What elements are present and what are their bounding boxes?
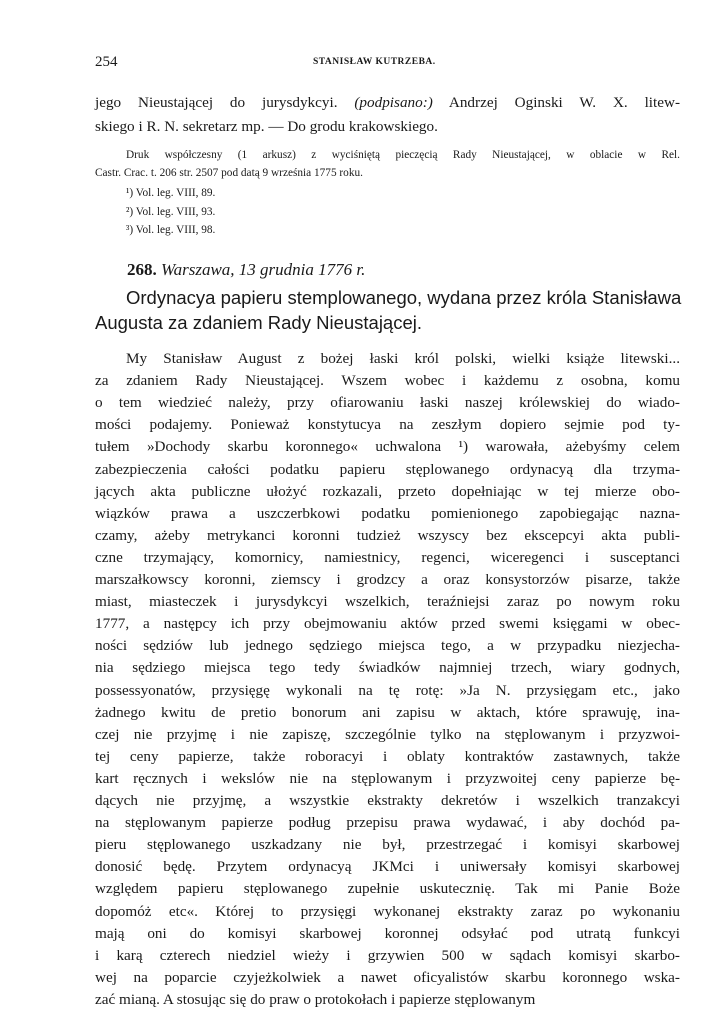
document-heading	[127, 260, 365, 280]
body-line: marszałkowscy koronni, ziemscy i grodzcy a oraz konsystorzów pisarze, także	[95, 571, 680, 588]
body-line: wej na poparcie czyjeżkolwiek a nawet oficyalistów skarbu koronnego wska-	[95, 968, 680, 986]
body-line: mają oni do komisyi skarbowej koronnej odsyłać pod utratą funkcyi	[95, 924, 680, 942]
text-span: jego Nieustającej do jurysdykcyi.	[95, 94, 355, 111]
document-number: 268.	[127, 260, 157, 279]
body-line: dących nie przyjmę, a wszystkie ekstrakty dekretów i wszelkich tranzakcyi	[95, 792, 680, 809]
document-title-line: Ordynacya papieru stemplowanego, wydana przez króla Stanisława	[126, 287, 682, 308]
body-line: My Stanisław August z bożej łaski król polski, wielki książe litewski...	[126, 350, 680, 367]
body-line: czne trzymający, komornicy, namiestnicy, regenci, wiceregenci i susceptanci	[95, 548, 680, 566]
page-number: 254	[95, 54, 118, 70]
signature-label: (podpisano:)	[354, 94, 433, 111]
running-head	[95, 50, 675, 74]
body-line: nia sędziego miejsca tego tedy świadków najmniej trzech, wiary godnych,	[95, 659, 680, 677]
body-line: wiązków prawa a uszczerbkowi podatku pomienionego zapobiegając nazna-	[95, 504, 680, 522]
body-line: ności sędziów lub jednego sędziego miejsca tego, a w przypadku niezjecha-	[95, 637, 680, 655]
footnote: ³) Vol. leg. VIII, 98.	[126, 224, 216, 236]
running-head-author: STANISŁAW KUTRZEBA.	[313, 57, 436, 67]
body-line: czej nie przyjmę i nie zapiszę, szczególnie tylko na stęplowanym i przyzwoi-	[95, 725, 680, 743]
body-line: tej ceny papierze, także roboracyi i oblaty kontraktów zastawnych, także	[95, 747, 680, 765]
body-line: pieru stęplowanego uszkadzany nie był, przestrzegać i komisyi skarbowej	[95, 836, 680, 854]
body-line: donosić będę. Przytem ordynacyą JKMci i uniwersały komisyi skarbowej	[95, 858, 680, 876]
body-line: tułem »Dochody skarbu koronnego« uchwalona ¹) warowała, ażebyśmy celem	[95, 438, 680, 456]
source-note-line: Druk współczesny (1 arkusz) z wyciśniętą pieczęcią Rady Nieustającej, w oblacie w Rel.	[126, 149, 680, 161]
body-line: czamy, ażeby metrykanci koronni tudzież wszyscy bez ekscepcyi akta publi-	[95, 526, 680, 544]
text-span: Andrzej Oginski W. X. litew-	[432, 94, 681, 111]
body-line: żadnego kwitu de pretio bonorum ani zapisu w aktach, które sprawuję, ina-	[95, 703, 680, 721]
body-line: mości podajemy. Ponieważ konstytucya na zeszłym dopiero sejmie pod ty-	[95, 416, 680, 434]
footnote: ¹) Vol. leg. VIII, 89.	[126, 187, 216, 199]
carryover-line	[95, 94, 680, 112]
body-line: miast, miasteczek i jurysdykcyi wszelkich, teraźniejsi zaraz po nowym roku	[95, 593, 680, 611]
body-line: zać mianą. A stosując się do praw o protokołach i papierze stęplowanym	[95, 990, 536, 1008]
body-line: possessyonatów, przysięgę wykonali na tę rotę: »Ja N. przysięgam etc., jako	[95, 681, 680, 699]
body-line: na stęplowanym papierze podług przepisu prawa wydawać, i aby dochód pa-	[95, 814, 680, 832]
body-line: zabezpieczenia całości podatku papieru stęplowanego ordynacyą dla trzyma-	[95, 460, 680, 478]
body-line: dopomóż etc«. Której to przysięgi wykonanej ekstrakty zaraz po wykonaniu	[95, 902, 680, 920]
document-title-line: Augusta za zdaniem Rady Nieustającej.	[95, 312, 423, 333]
body-line: kart ręcznych i wekslów nie na stęplowanym i przyzwoitej ceny papierze bę-	[95, 769, 680, 787]
body-line: i karą czterech niedziel wieży i grzywien 500 w sądach komisyi skarbo-	[95, 946, 680, 964]
footnote: ²) Vol. leg. VIII, 93.	[126, 206, 216, 218]
body-line: jących akta publiczne ułożyć rozkazali, przeto dopełniając w tej mierze obo-	[95, 482, 680, 500]
carryover-line: skiego i R. N. sekretarz mp. — Do grodu krakowskiego.	[95, 118, 438, 135]
source-note-line: Castr. Crac. t. 206 str. 2507 pod datą 9 września 1775 roku.	[95, 167, 363, 179]
body-line: 1777, a następcy ich przy obejmowaniu aktów przed swemi księgami w obec-	[95, 615, 680, 633]
body-line: za zdaniem Rady Nieustającej. Wszem wobec i każdemu z osobna, komu	[95, 372, 680, 390]
document-place-date: Warszawa, 13 grudnia 1776 r.	[161, 260, 366, 279]
body-line: o tem wiedzieć należy, przy ofiarowaniu łaski naszej królewskiej do wiado-	[95, 394, 680, 412]
body-line: względem papieru stęplowanego zupełnie uskutecznię. Tak mi Panie Boże	[95, 880, 680, 898]
